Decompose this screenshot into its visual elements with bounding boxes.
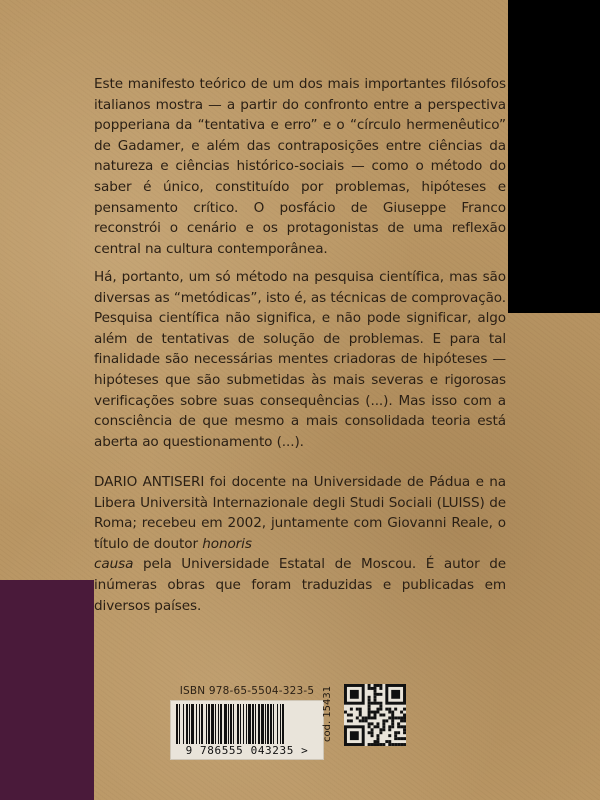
intro-paragraph: [94, 74, 506, 259]
black-accent-bar: [508, 0, 600, 313]
bio-italic-honoris: honoris: [202, 535, 252, 552]
purple-accent-bar: [0, 580, 94, 800]
quote-paragraph-text: Há, portanto, um só método na pesquisa científica, mas são diversas as “metódicas”, isto é, as técnicas de comprovação. Pesquisa científica não significa, e não pode significar, algo além de tentativas de solução de problemas. E para tal finalidade são necessárias mentes criadoras de hipóteses — hipóteses que são submetidas às mais severas e rigorosas verificações sobre suas consequências (...). Mas isso com a consciência de que mesmo a mais consolidada teoria está aberta ao questionamento (...).: [94, 269, 506, 450]
bio-italic-causa: causa: [94, 556, 134, 573]
author-bio: [94, 472, 506, 616]
isbn-label: ISBN 978-65-5504-323-5: [179, 685, 315, 697]
qr-code-icon: [344, 684, 406, 746]
intro-paragraph-text: Este manifesto teórico de um dos mais importantes filósofos italianos mostra — a partir do confronto entre a perspectiva popperiana da “tentativa e erro” e o “círculo hermenêutico” de Gadamer, e além das contraposições entre ciências da natureza e ciências histórico-sociais — como o método do saber é único, constituído por problemas, hipóteses e pensamento crítico. O posfácio de Giuseppe Franco reconstrói o cenário e os protagonistas de uma reflexão central na cultura contemporânea.: [94, 76, 506, 257]
bio-part-1: DARIO ANTISERI foi docente na Universidade de Pádua e na Libera Università Internazionale degli Studi Sociali (LUISS) de Roma; recebeu em 2002, juntamente com Giovanni Reale, o título de doutor: [94, 474, 506, 552]
product-code: cod. 15431: [322, 686, 333, 743]
barcode-bars: [176, 704, 318, 744]
barcode: [170, 700, 324, 760]
bio-part-2: pela Universidade Estatal de Moscou. É autor de inúmeras obras que foram traduzidas e publicadas em diversos países.: [94, 556, 506, 614]
barcode-digits: 9 786555 043235 >: [185, 744, 309, 757]
quote-paragraph: [94, 267, 506, 452]
author-bio-text: [94, 472, 506, 616]
